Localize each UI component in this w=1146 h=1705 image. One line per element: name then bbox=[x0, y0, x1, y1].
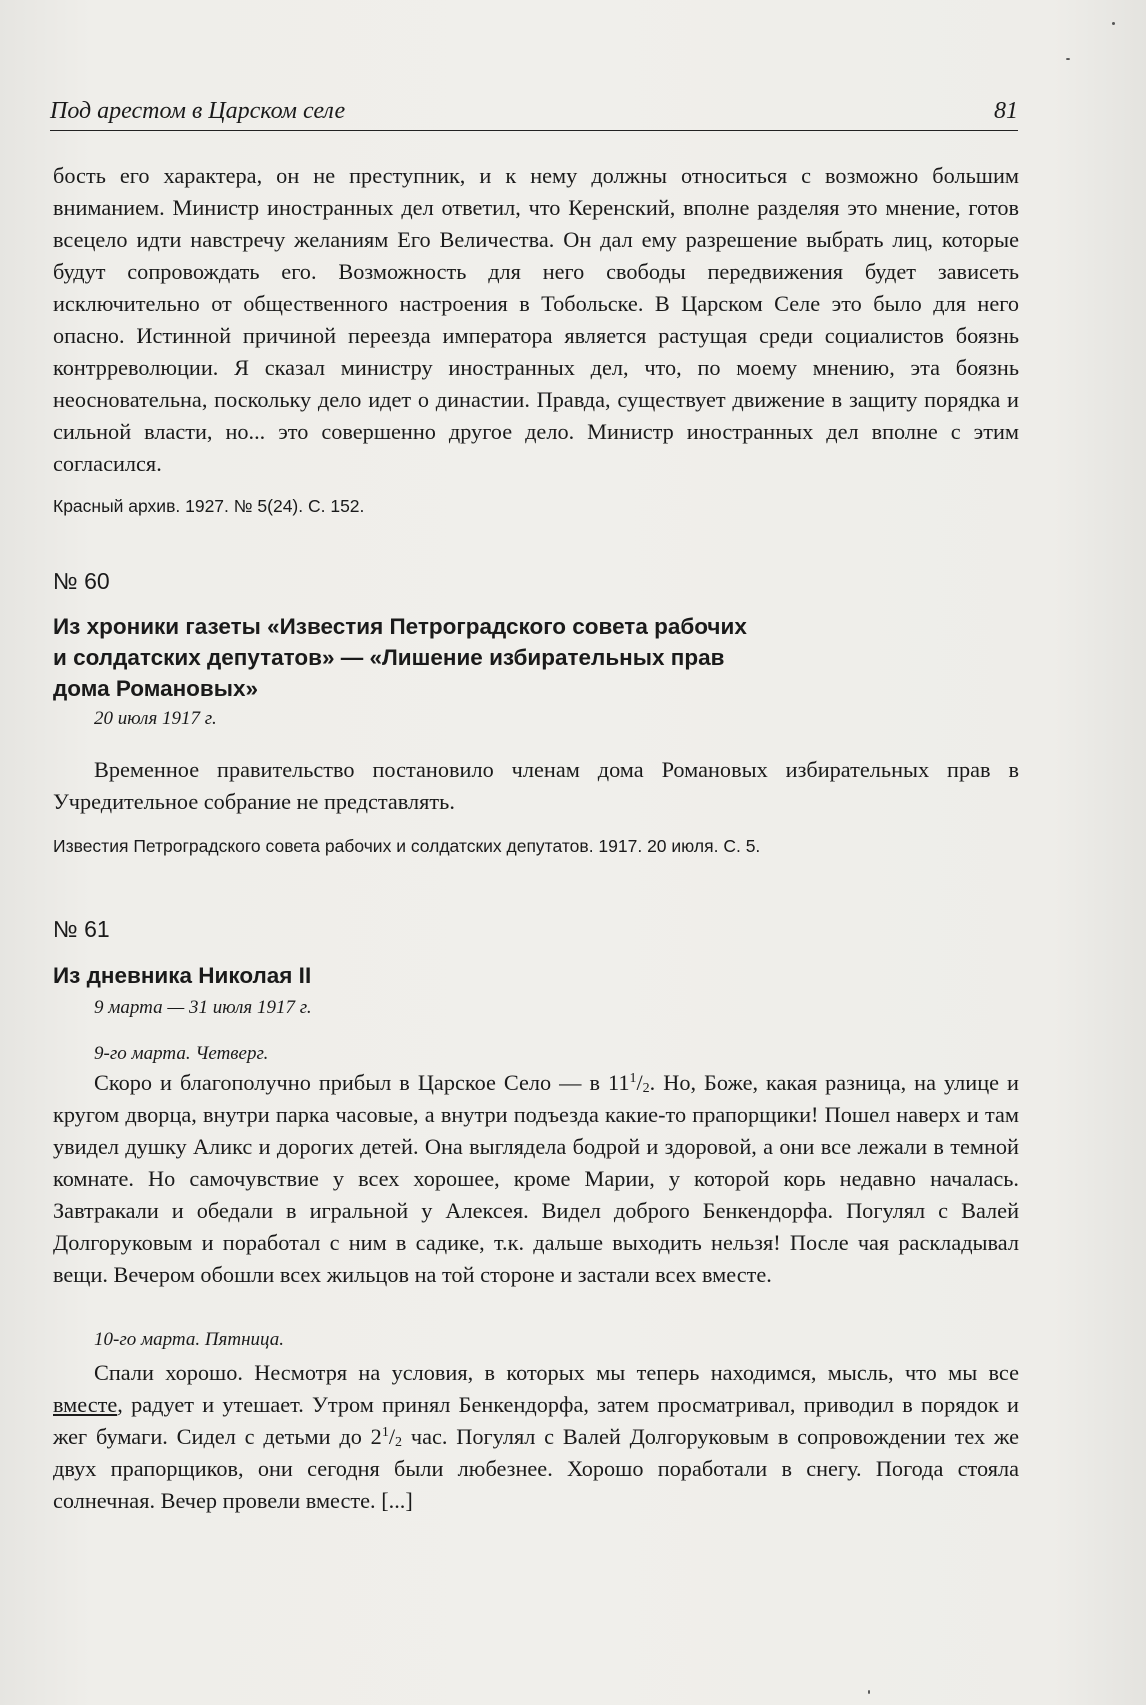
fraction-numerator: 1 bbox=[629, 1071, 637, 1086]
entry-text-segment: час. Погулял с Валей Долгоруковым в сопровождении тех же двух прапорщиков, они сегодня были любезнее. Хорошо поработали в снегу. Погода стояла солнечная. Вечер провели вместе. [...] bbox=[53, 1424, 1019, 1513]
fraction: $^1/_2$ bbox=[629, 1070, 650, 1096]
entry-text-segment: Скоро и благополучно прибыл в Царское Село — в 11 bbox=[94, 1070, 630, 1095]
running-title: Под арестом в Царском селе bbox=[50, 98, 346, 124]
running-header bbox=[50, 92, 1018, 131]
fraction: $^1/_2$ bbox=[381, 1424, 403, 1450]
doc-60-source: Известия Петроградского совета рабочих и солдатских депутатов. 1917. 20 июля. С. 5. bbox=[53, 836, 761, 856]
doc-60-title-line: Из хроники газеты «Известия Петроградского совета рабочих bbox=[53, 614, 747, 639]
fraction-denominator: 2 bbox=[395, 1435, 403, 1450]
page-content bbox=[53, 160, 1019, 1517]
doc-61-title: Из дневника Николая II bbox=[53, 963, 312, 988]
doc-60-text: Временное правительство постановило членам дома Романовых избирательных прав в Учредительное собрание не представлять. bbox=[53, 757, 1019, 814]
doc-60-date: 20 июля 1917 г. bbox=[94, 708, 217, 729]
entry-10-march-text bbox=[53, 1357, 1019, 1517]
entry-10-march-date: 10-го марта. Пятница. bbox=[94, 1329, 284, 1350]
print-speck bbox=[1066, 58, 1070, 60]
fraction-numerator: 1 bbox=[381, 1425, 389, 1440]
doc-61-date: 9 марта — 31 июля 1917 г. bbox=[94, 997, 312, 1018]
fraction-denominator: 2 bbox=[642, 1081, 650, 1096]
entry-text-segment: . Но, Боже, какая разница, на улице и кругом дворца, внутри парка часовые, а внутри подъезда какие-то прапорщики! Пошел наверх и там увидел душку Аликс и дорогих детей. Она выглядела бодрой и здоровой, а они все лежали в темной комнате. Но самочувствие у всех хорошее, кроме Марии, у которой корь недавно началась. Завтракали и обедали в игральной у Алексея. Видел доброго Бенкендорфа. Погулял с Валей Долгоруковым и поработал с ним в садике, т.к. дальше выходить нельзя! После чая раскладывал вещи. Вечером обошли всех жильцов на той стороне и застали всех вместе. bbox=[53, 1070, 1019, 1287]
intro-source: Красный архив. 1927. № 5(24). С. 152. bbox=[53, 496, 365, 516]
doc-60-title-line: дома Романовых» bbox=[53, 676, 259, 701]
doc-60-number: № 60 bbox=[53, 568, 110, 594]
entry-9-march-date: 9-го марта. Четверг. bbox=[94, 1043, 269, 1064]
print-speck bbox=[1112, 22, 1115, 25]
print-speck bbox=[868, 1690, 870, 1694]
doc-61-number: № 61 bbox=[53, 916, 110, 942]
underlined-word: вместе bbox=[53, 1392, 118, 1417]
doc-60-title-line: и солдатских депутатов» — «Лишение избирательных прав bbox=[53, 645, 725, 670]
entry-9-march-text bbox=[53, 1067, 1019, 1291]
intro-paragraph: бость его характера, он не преступник, и к нему должны относиться с возможно большим вниманием. Министр иностранных дел ответил, что Керенский, вполне разделяя это мнение, готов всецело идти навстречу желаниям Его Величества. Он дал ему разрешение выбрать лиц, которые будут сопровождать его. Возможность для него свободы передвижения будет зависеть исключительно от общественного настроения в Тобольске. В Царском Селе это было для него опасно. Истинной причиной переезда императора является растущая среди социалистов боязнь контрреволюции. Я сказал министру иностранных дел, что, по моему мнению, эта боязнь неосновательна, поскольку дело идет о династии. Правда, существует движение в защиту порядка и сильной власти, но... это совершенно другое дело. Министр иностранных дел вполне с этим согласился. bbox=[53, 163, 1019, 476]
entry-text-segment: , радует и утешает. Утром принял Бенкендорфа, затем просматривал, приводил в порядок и жег бумаги. Сидел с детьми до 2 bbox=[53, 1392, 1019, 1449]
doc-60-title bbox=[53, 611, 1019, 704]
page-number: 81 bbox=[994, 98, 1018, 124]
entry-text-segment: Спали хорошо. Несмотря на условия, в которых мы теперь находимся, мысль, что мы все bbox=[94, 1360, 1019, 1385]
